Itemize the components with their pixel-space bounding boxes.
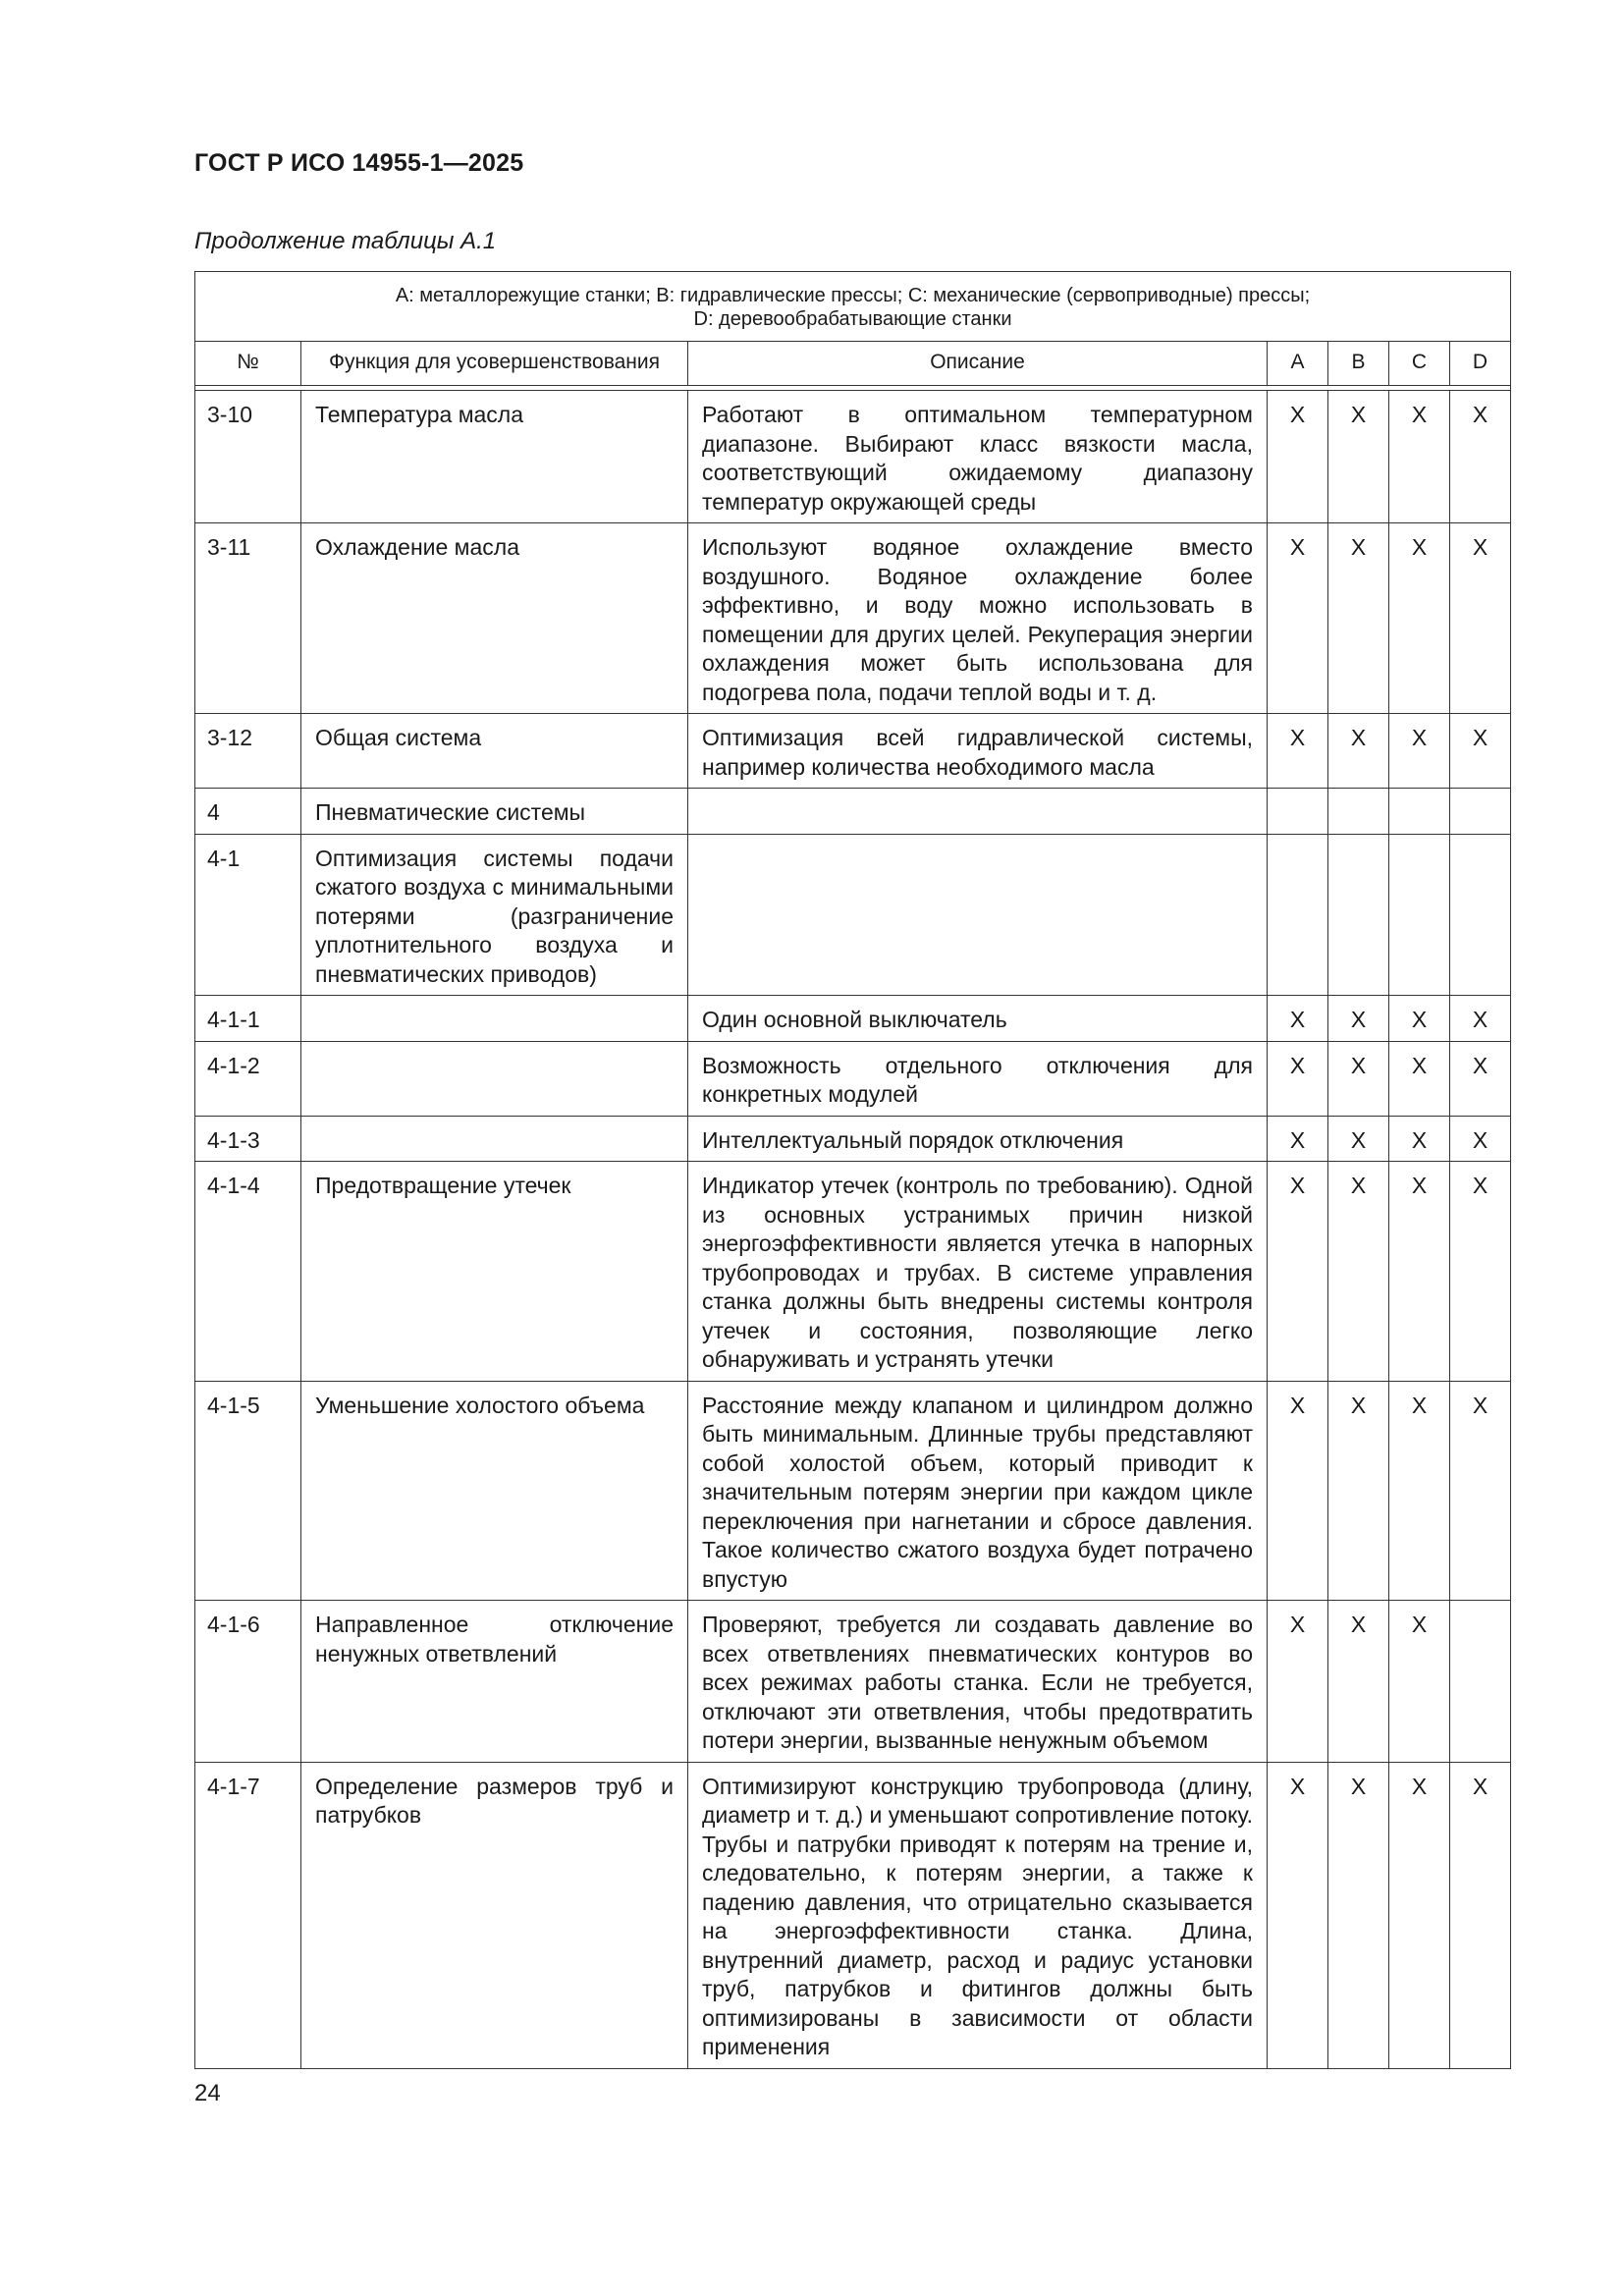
row-description: Возможность отдельного отключения для конкретных модулей — [688, 1041, 1268, 1116]
row-function: Оптимизация системы подачи сжатого воздуха с минимальными потерями (разграничение уплотнительного воздуха и пневматических приводов) — [301, 834, 688, 996]
row-description: Оптимизация всей гидравлической системы, например количества необходимого масла — [688, 714, 1268, 789]
table-row — [195, 1762, 1511, 2068]
row-number: 3-10 — [195, 391, 301, 523]
row-function: Температура масла — [301, 391, 688, 523]
table-legend — [195, 272, 1511, 342]
mark-a: X — [1268, 1601, 1328, 1763]
mark-b: X — [1328, 996, 1389, 1042]
mark-b: X — [1328, 1601, 1389, 1763]
mark-c: X — [1389, 1041, 1450, 1116]
mark-a — [1268, 834, 1328, 996]
row-description: Оптимизируют конструкцию трубопровода (длину, диаметр и т. д.) и уменьшают сопротивление потоку. Трубы и патрубки приводят к потерям на трение и, следовательно, к потерям энергии, а также к падению давления, что отрицательно сказывается на энергоэффективности станка. Длина, внутренний диаметр, расход и радиус установки труб, патрубков и фитингов должны быть оптимизированы в зависимости от области применения — [688, 1762, 1268, 2068]
mark-d — [1450, 834, 1511, 996]
row-number: 4-1-5 — [195, 1381, 301, 1601]
mark-d: X — [1450, 1041, 1511, 1116]
document-header: ГОСТ Р ИСО 14955-1—2025 — [194, 149, 524, 177]
mark-c — [1389, 834, 1450, 996]
mark-b: X — [1328, 1162, 1389, 1382]
mark-c: X — [1389, 1116, 1450, 1162]
mark-c: X — [1389, 523, 1450, 714]
mark-a: X — [1268, 1041, 1328, 1116]
legend-line-2: D: деревообрабатывающие станки — [693, 308, 1012, 330]
table-row — [195, 714, 1511, 789]
row-description: Один основной выключатель — [688, 996, 1268, 1042]
row-number: 3-12 — [195, 714, 301, 789]
mark-b: X — [1328, 1381, 1389, 1601]
row-function — [301, 1041, 688, 1116]
mark-a: X — [1268, 714, 1328, 789]
row-function: Уменьшение холостого объема — [301, 1381, 688, 1601]
mark-b: X — [1328, 1116, 1389, 1162]
mark-d: X — [1450, 996, 1511, 1042]
row-description: Расстояние между клапаном и цилиндром должно быть минимальным. Длинные трубы представляют собой холостой объем, который приводит к значительным потерям энергии при каждом цикле переключения при нагнетании и сбросе давления. Такое количество сжатого воздуха будет потрачено впустую — [688, 1381, 1268, 1601]
row-description: Работают в оптимальном температурном диапазоне. Выбирают класс вязкости масла, соответствующий ожидаемому диапазону температур окружающей среды — [688, 391, 1268, 523]
mark-b: X — [1328, 714, 1389, 789]
mark-c: X — [1389, 1601, 1450, 1763]
col-header-number: № — [195, 342, 301, 386]
mark-c: X — [1389, 1162, 1450, 1382]
row-function: Направленное отключение ненужных ответвлений — [301, 1601, 688, 1763]
mark-c — [1389, 789, 1450, 835]
table-body — [195, 391, 1511, 2069]
row-number: 4 — [195, 789, 301, 835]
mark-b: X — [1328, 1762, 1389, 2068]
col-header-b: B — [1328, 342, 1389, 386]
mark-a: X — [1268, 523, 1328, 714]
row-function: Охлаждение масла — [301, 523, 688, 714]
mark-d: X — [1450, 714, 1511, 789]
mark-b — [1328, 789, 1389, 835]
mark-c: X — [1389, 996, 1450, 1042]
mark-d — [1450, 1601, 1511, 1763]
mark-b — [1328, 834, 1389, 996]
row-description — [688, 834, 1268, 996]
row-function — [301, 1116, 688, 1162]
col-header-c: C — [1389, 342, 1450, 386]
table-header-row — [195, 342, 1511, 386]
row-function: Пневматические системы — [301, 789, 688, 835]
col-header-a: A — [1268, 342, 1328, 386]
mark-b: X — [1328, 391, 1389, 523]
row-number: 3-11 — [195, 523, 301, 714]
table-row — [195, 1162, 1511, 1382]
legend-line-1: А: металлорежущие станки; В: гидравлические прессы; С: механические (сервоприводные) прессы; — [395, 285, 1311, 306]
table-row — [195, 391, 1511, 523]
row-number: 4-1-1 — [195, 996, 301, 1042]
mark-b: X — [1328, 1041, 1389, 1116]
col-header-description: Описание — [688, 342, 1268, 386]
row-function: Общая система — [301, 714, 688, 789]
table-row — [195, 834, 1511, 996]
mark-a: X — [1268, 996, 1328, 1042]
mark-a: X — [1268, 1762, 1328, 2068]
page-number: 24 — [194, 2080, 221, 2106]
mark-c: X — [1389, 714, 1450, 789]
table-row — [195, 1601, 1511, 1763]
mark-c: X — [1389, 1762, 1450, 2068]
table-row — [195, 1041, 1511, 1116]
row-description: Проверяют, требуется ли создавать давление во всех ответвлениях пневматических контуров во всех режимах работы станка. Если не требуется, отключают эти ответвления, чтобы предотвратить потери энергии, вызванные ненужным объемом — [688, 1601, 1268, 1763]
col-header-d: D — [1450, 342, 1511, 386]
row-number: 4-1 — [195, 834, 301, 996]
table-caption: Продолжение таблицы А.1 — [194, 228, 497, 254]
table-row — [195, 996, 1511, 1042]
row-function: Определение размеров труб и патрубков — [301, 1762, 688, 2068]
table-row — [195, 523, 1511, 714]
row-number: 4-1-6 — [195, 1601, 301, 1763]
row-description: Интеллектуальный порядок отключения — [688, 1116, 1268, 1162]
mark-a: X — [1268, 1162, 1328, 1382]
mark-d: X — [1450, 1116, 1511, 1162]
row-description: Индикатор утечек (контроль по требованию). Одной из основных устранимых причин низкой энергоэффективности является утечка в напорных трубопроводах и трубах. В системе управления станка должны быть внедрены системы контроля утечек и состояния, позволяющие легко обнаруживать и устранять утечки — [688, 1162, 1268, 1382]
table-row — [195, 1116, 1511, 1162]
row-description: Используют водяное охлаждение вместо воздушного. Водяное охлаждение более эффективно, и воду можно использовать в помещении для других целей. Рекуперация энергии охлаждения может быть использована для подогрева пола, подачи теплой воды и т. д. — [688, 523, 1268, 714]
table-row — [195, 1381, 1511, 1601]
mark-a: X — [1268, 391, 1328, 523]
row-number: 4-1-3 — [195, 1116, 301, 1162]
table-row — [195, 789, 1511, 835]
row-number: 4-1-4 — [195, 1162, 301, 1382]
mark-d: X — [1450, 1162, 1511, 1382]
mark-d: X — [1450, 1762, 1511, 2068]
mark-c: X — [1389, 1381, 1450, 1601]
col-header-function: Функция для усовершенствования — [301, 342, 688, 386]
row-function: Предотвращение утечек — [301, 1162, 688, 1382]
mark-d: X — [1450, 523, 1511, 714]
row-number: 4-1-2 — [195, 1041, 301, 1116]
row-number: 4-1-7 — [195, 1762, 301, 2068]
mark-d — [1450, 789, 1511, 835]
mark-a — [1268, 789, 1328, 835]
row-function — [301, 996, 688, 1042]
mark-c: X — [1389, 391, 1450, 523]
mark-d: X — [1450, 1381, 1511, 1601]
mark-d: X — [1450, 391, 1511, 523]
mark-b: X — [1328, 523, 1389, 714]
requirements-table — [194, 271, 1511, 2069]
row-description — [688, 789, 1268, 835]
mark-a: X — [1268, 1381, 1328, 1601]
mark-a: X — [1268, 1116, 1328, 1162]
